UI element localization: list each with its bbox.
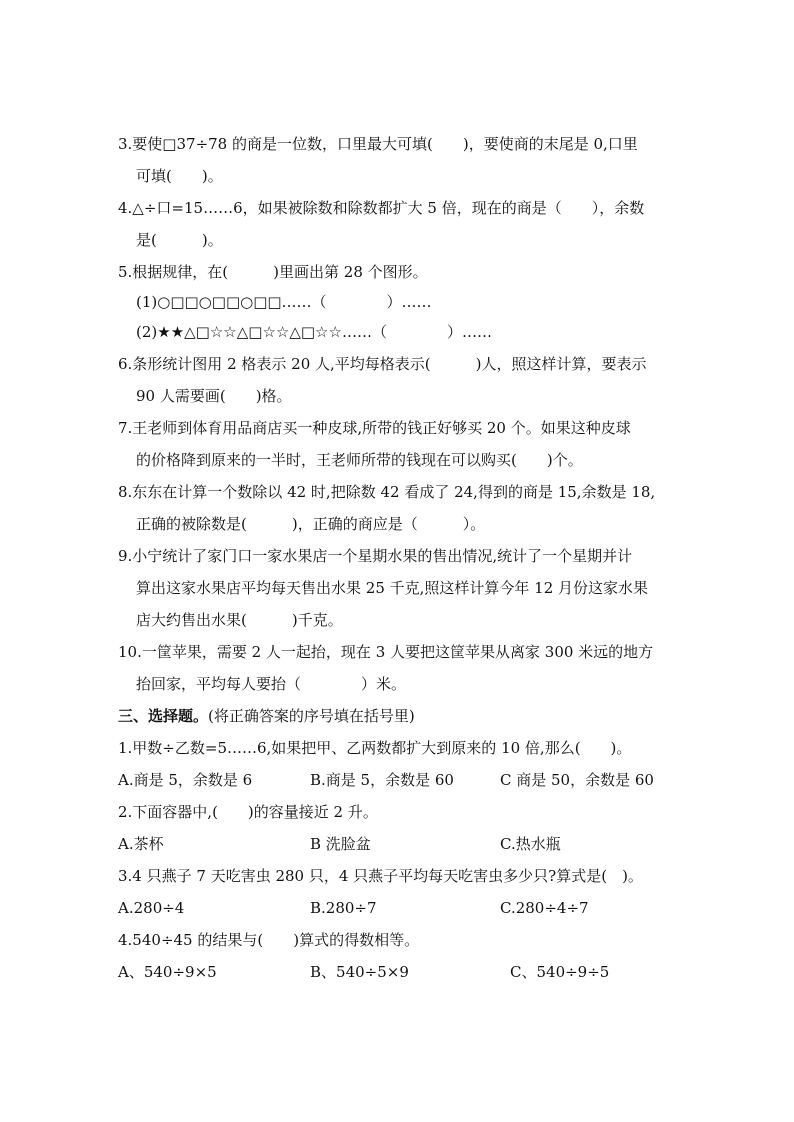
- q9-line-3: 店大约售出水果( )千克。: [136, 611, 343, 629]
- choice-q2-stem: 2.下面容器中,( )的容量接近 2 升。: [118, 803, 378, 821]
- choice-q3-option-b: B.280÷7: [310, 899, 377, 917]
- q4-line-2: 是( )。: [136, 231, 223, 249]
- section-3-instruction: (将正确答案的序号填在括号里): [208, 707, 415, 725]
- choice-q2-option-b: B 洗脸盆: [310, 835, 371, 853]
- choice-q2-option-a: A.茶杯: [118, 835, 164, 853]
- q3-line-1: 3.要使□37÷78 的商是一位数，口里最大可填( )，要使商的末尾是 0,口里: [118, 135, 638, 153]
- q3-line-2: 可填( )。: [136, 167, 223, 185]
- q10-line-1: 10.一筐苹果，需要 2 人一起抬，现在 3 人要把这筐苹果从离家 300 米远的地方: [118, 643, 654, 661]
- q9-line-1: 9.小宁统计了家门口一家水果店一个星期水果的售出情况,统计了一个星期并计: [118, 547, 633, 565]
- choice-q4-stem: 4.540÷45 的结果与( )算式的得数相等。: [118, 931, 420, 949]
- section-3-heading: [118, 706, 415, 726]
- q8-line-2: 正确的被除数是( )，正确的商应是（ ）。: [136, 515, 486, 533]
- q10-line-2: 抬回家，平均每人要抬（ ）米。: [136, 675, 407, 693]
- q5-line-1: 5.根据规律，在( )里画出第 28 个图形。: [118, 263, 428, 281]
- q8-line-1: 8.东东在计算一个数除以 42 时,把除数 42 看成了 24,得到的商是 15,余数是 18,: [118, 483, 656, 501]
- choice-q2-option-c: C.热水瓶: [500, 835, 561, 853]
- choice-q3-option-c: C.280÷4÷7: [500, 899, 589, 917]
- choice-q3-stem: 3.4 只燕子 7 天吃害虫 280 只，4 只燕子平均每天吃害虫多少只?算式是( )。: [118, 867, 643, 885]
- choice-q4-option-b: B、540÷5×9: [310, 963, 409, 981]
- choice-q1-option-c: C 商是 50，余数是 60: [500, 771, 654, 789]
- section-3-title: 三、选择题。: [118, 707, 209, 725]
- q9-line-2: 算出这家水果店平均每天售出水果 25 千克,照这样计算今年 12 月份这家水果: [136, 579, 649, 597]
- choice-q1-option-b: B.商是 5，余数是 60: [310, 771, 454, 789]
- q7-line-2: 的价格降到原来的一半时，王老师所带的钱现在可以购买( )个。: [136, 451, 583, 469]
- q6-line-2: 90 人需要画( )格。: [136, 387, 292, 405]
- choice-q1-option-a: A.商是 5，余数是 6: [118, 771, 253, 789]
- choice-q4-option-a: A、540÷9×5: [118, 963, 217, 981]
- q5-sub-2: (2)★★△□☆☆△□☆☆△□☆☆……（ ）……: [136, 323, 492, 341]
- q5-sub-1: (1)○□□○□□○□□……（ ）……: [136, 293, 432, 311]
- choice-q3-option-a: A.280÷4: [118, 899, 185, 917]
- q4-line-1: 4.△÷口=15……6，如果被除数和除数都扩大 5 倍，现在的商是（ ），余数: [118, 199, 645, 217]
- choice-q1-stem: 1.甲数÷乙数=5……6,如果把甲、乙两数都扩大到原来的 10 倍,那么( )。: [118, 739, 632, 757]
- q7-line-1: 7.王老师到体育用品商店买一种皮球,所带的钱正好够买 20 个。如果这种皮球: [118, 419, 631, 437]
- q6-line-1: 6.条形统计图用 2 格表示 20 人,平均每格表示( )人，照这样计算，要表示: [118, 355, 647, 373]
- choice-q4-option-c: C、540÷9÷5: [510, 963, 610, 981]
